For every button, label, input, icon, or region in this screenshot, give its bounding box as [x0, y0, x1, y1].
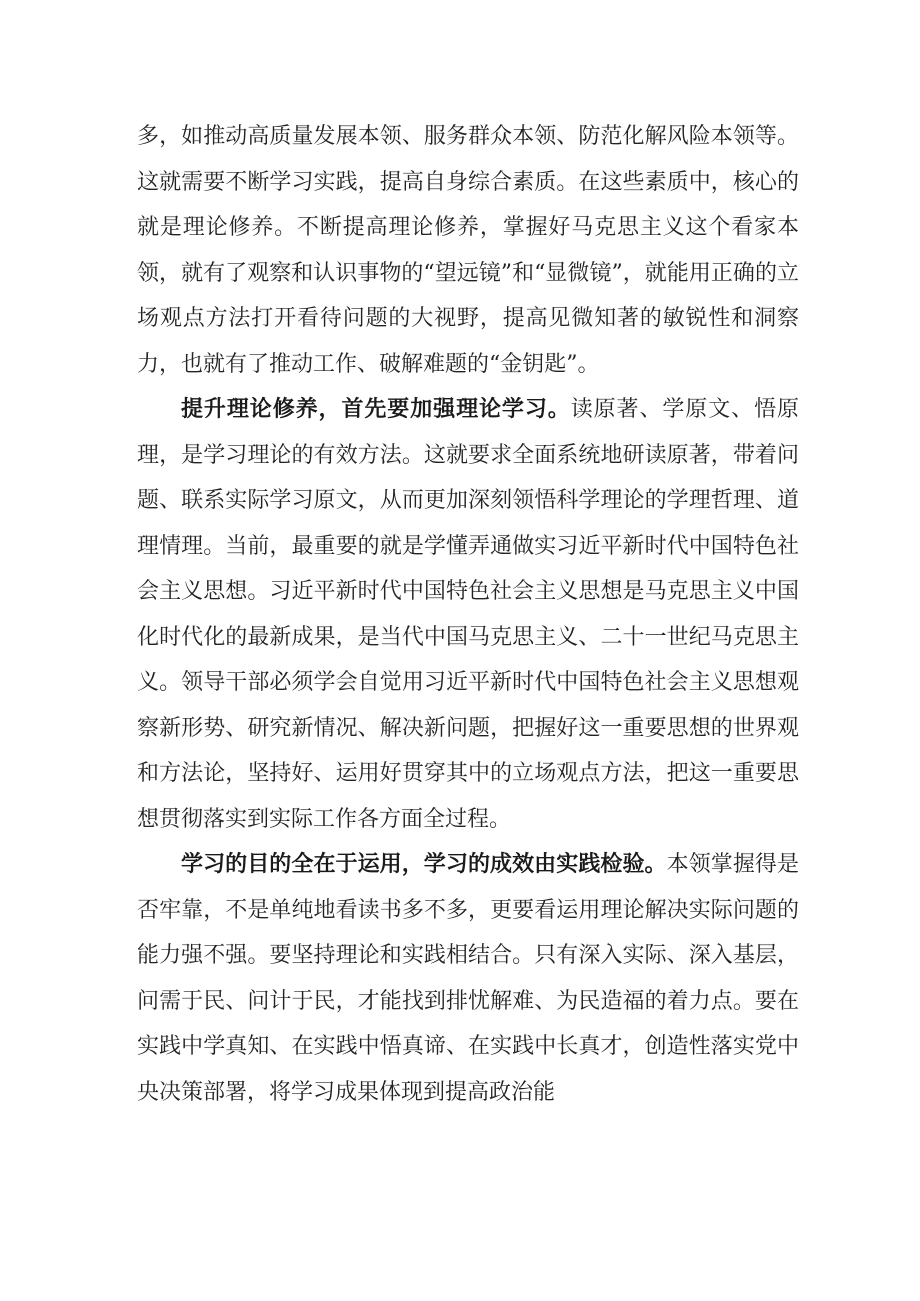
- paragraph-1-text: 多，如推动高质量发展本领、服务群众本领、防范化解风险本领等。这就需要不断学习实践，提高自身综合素质。在这些素质中，核心的就是理论修养。不断提高理论修养，掌握好马克思主义这个看家本领，就有了观察和认识事物的“望远镜”和“显微镜”，就能用正确的立场观点方法打开看待问题的大视野，提高见微知著的敏锐性和洞察力，也就有了推动工作、破解难题的“金钥匙”。: [137, 124, 799, 377]
- paragraph-1: [137, 114, 799, 387]
- document-body: [137, 114, 799, 1115]
- paragraph-3-text: 本领掌握得是否牢靠，不是单纯地看读书多不多，更要看运用理论解决实际问题的能力强不强。要坚持理论和实践相结合。只有深入实际、深入基层，问需于民、问计于民，才能找到排忧解难、为民造福的着力点。要在实践中学真知、在实践中悟真谛、在实践中长真才，创造性落实党中央决策部署，将学习成果体现到提高政治能: [137, 852, 799, 1105]
- paragraph-3-lead-sentence: 学习的目的全在于运用，学习的成效由实践检验。: [181, 852, 667, 877]
- paragraph-2-lead-sentence: 提升理论修养，首先要加强理论学习。: [181, 397, 571, 422]
- paragraph-2: [137, 387, 799, 842]
- paragraph-3: [137, 842, 799, 1115]
- paragraph-2-text: 读原著、学原文、悟原理，是学习理论的有效方法。这就要求全面系统地研读原著，带着问题、联系实际学习原文，从而更加深刻领悟科学理论的学理哲理、道理情理。当前，最重要的就是学懂弄通做实习近平新时代中国特色社会主义思想。习近平新时代中国特色社会主义思想是马克思主义中国化时代化的最新成果，是当代中国马克思主义、二十一世纪马克思主义。领导干部必须学会自觉用习近平新时代中国特色社会主义思想观察新形势、研究新情况、解决新问题，把握好这一重要思想的世界观和方法论，坚持好、运用好贯穿其中的立场观点方法，把这一重要思想贯彻落实到实际工作各方面全过程。: [137, 397, 799, 832]
